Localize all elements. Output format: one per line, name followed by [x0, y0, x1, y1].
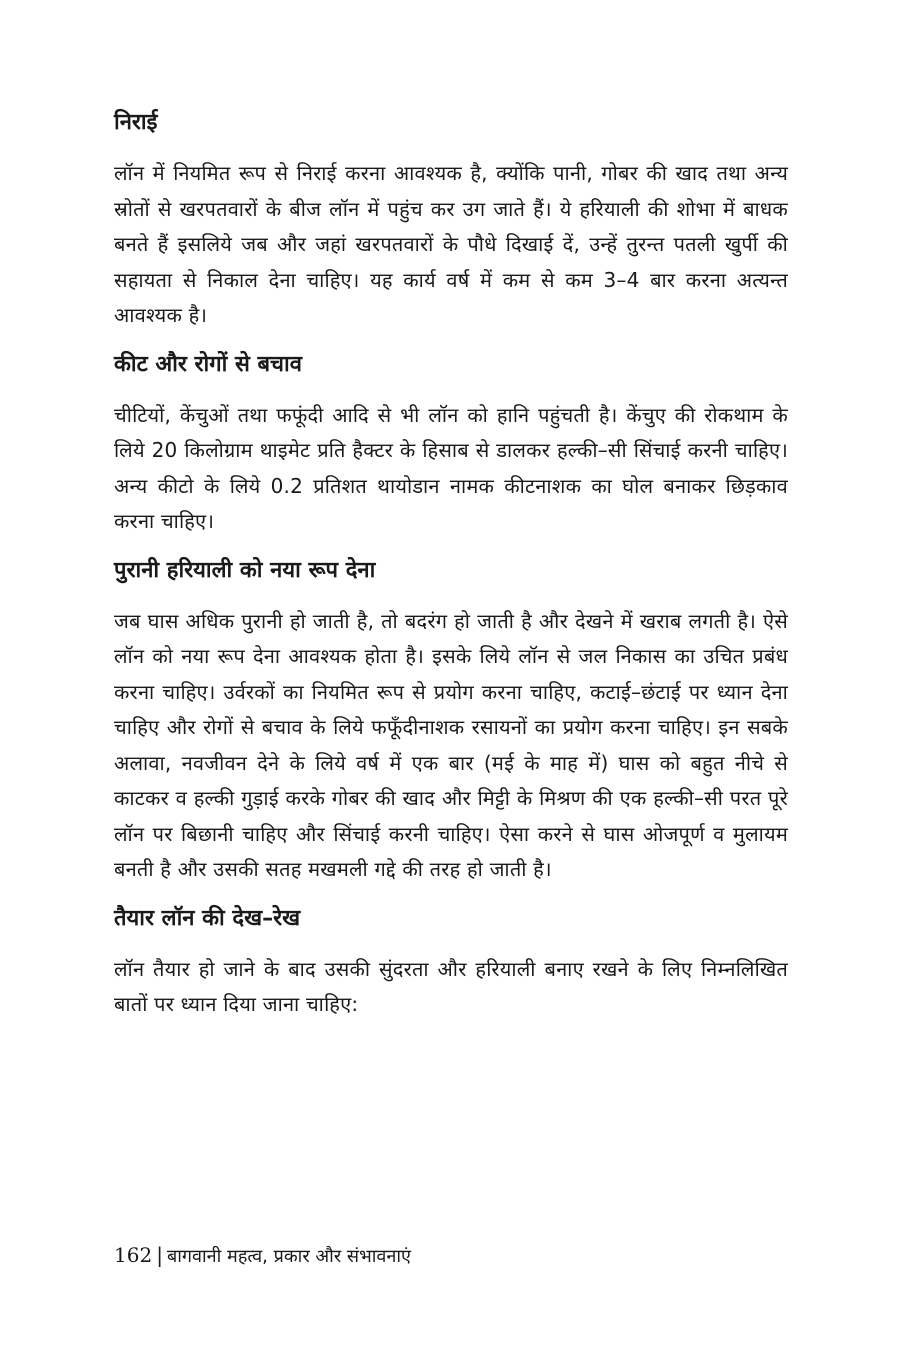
section-lawn-maintenance [114, 904, 788, 1023]
section-lawn-renovation [114, 556, 788, 888]
section-heading: निराई [114, 110, 158, 135]
section-paragraph: लॉन तैयार हो जाने के बाद उसकी सुंदरता और हरियाली बनाए रखने के लिए निम्नलिखित बातों पर ध्यान दिया जाना चाहिए: [114, 956, 788, 1016]
page-content [114, 108, 788, 1039]
section-pest-disease-protection [114, 350, 788, 540]
section-weeding [114, 108, 788, 334]
section-heading: पुरानी हरियाली को नया रूप देना [114, 557, 376, 583]
section-paragraph: लॉन में नियमित रूप से निराई करना आवश्यक है, क्योंकि पानी, गोबर की खाद तथा अन्य स्रोतों से खरपतवारों के बीज लॉन में पहुंच कर उग जाते हैं। ये हरियाली की शोभा में बाधक बनते हैं इसलिये जब और जहां खरपतवारों के पौधे दिखाई दें, उन्हें तुरन्त पतली खुर्पी की सहायता से निकाल देना चाहिए। यह कार्य वर्ष में कम से कम 3–4 बार करना अत्यन्त आवश्यक है। [114, 161, 788, 327]
section-paragraph: जब घास अधिक पुरानी हो जाती है, तो बदरंग हो जाती है और देखने में खराब लगती है। ऐसे लॉन को नया रूप देना आवश्यक होता है। इसके लिये लॉन से जल निकास का उचित प्रबंध करना चाहिए। उर्वरकों का नियमित रूप से प्रयोग करना चाहिए, कटाई–छंटाई पर ध्यान देना चाहिए और रोगों से बचाव के लिये फफूँदीनाशक रसायनों का प्रयोग करना चाहिए। इन सबके अलावा, नवजीवन देने के लिये वर्ष में एक बार (मई के माह में) घास को बहुत नीचे से काटकर व हल्की गुड़ाई करके गोबर की खाद और मिट्टी के मिश्रण की एक हल्की–सी परत पूरे लॉन पर बिछानी चाहिए और सिंचाई करनी चाहिए। ऐसा करने से घास ओजपूर्ण व मुलायम बनती है और उसकी सतह मखमली गद्दे की तरह हो जाती है। [114, 608, 788, 881]
page-number: 162 [114, 1243, 153, 1267]
footer-separator: | [156, 1243, 163, 1267]
section-heading: कीट और रोगों से बचाव [114, 351, 302, 377]
page-footer [114, 1242, 411, 1270]
section-paragraph: चीटियों, केंचुओं तथा फफूंदी आदि से भी लॉन को हानि पहुंचती है। केंचुए की रोकथाम के लिये 20 किलोग्राम थाइमेट प्रति हैक्टर के हिसाब से डालकर हल्की–सी सिंचाई करनी चाहिए। अन्य कीटो के लिये 0.2 प्रतिशत थायोडान नामक कीटनाशक का घोल बनाकर छिड़काव करना चाहिए। [114, 402, 788, 533]
section-heading: तैयार लॉन की देख–रेख [114, 905, 301, 931]
book-title: बागवानी महत्व, प्रकार और संभावनाएं [166, 1246, 412, 1267]
